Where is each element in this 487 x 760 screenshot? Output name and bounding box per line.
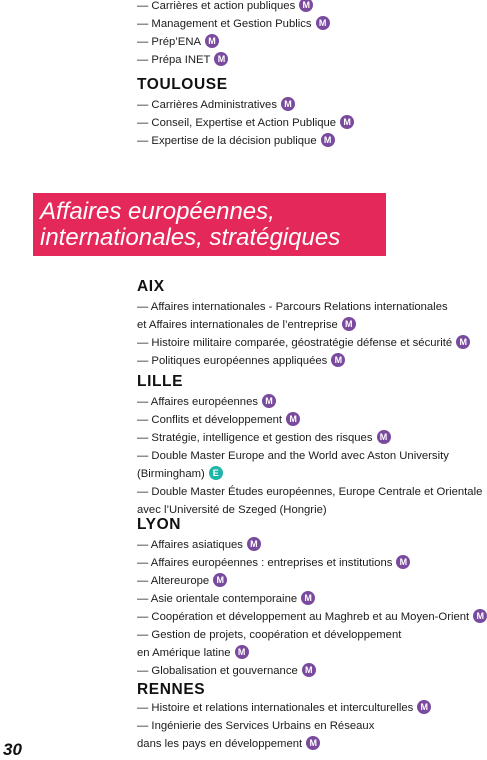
- list-item: [137, 96, 354, 114]
- item-text: — Politiques européennes appliquées: [137, 355, 328, 367]
- item-text: — Affaires asiatiques: [137, 539, 243, 551]
- item-text: — Carrières et action publiques: [137, 0, 296, 12]
- item-text: — Altereurope: [137, 575, 210, 587]
- city-heading-rennes: RENNES: [137, 681, 206, 698]
- badge-m-icon: M: [301, 591, 315, 605]
- lille-list: [137, 393, 482, 519]
- page-number: 30: [3, 740, 22, 759]
- list-item: [137, 298, 470, 334]
- item-text: — Coopération et développement au Maghreb et au Moyen-Orient: [137, 611, 470, 623]
- list-item: [137, 447, 482, 483]
- list-item: [137, 33, 330, 51]
- badge-m-icon: M: [213, 573, 227, 587]
- item-text: — Affaires européennes: [137, 396, 259, 408]
- item-text: — Prép’ENA: [137, 36, 202, 48]
- item-text: — Expertise de la décision publique: [137, 135, 317, 147]
- item-text-continued-label: dans les pays en développement: [137, 738, 303, 750]
- badge-m-icon: M: [286, 412, 300, 426]
- item-text-continued-label: avec l’Université de Szeged (Hongrie): [137, 504, 327, 516]
- item-text-continued: [137, 316, 470, 334]
- section-banner: [33, 193, 386, 256]
- item-text-continued: [137, 644, 487, 662]
- list-item: [137, 626, 487, 662]
- rennes-list: [137, 699, 431, 753]
- list-item: [137, 483, 482, 519]
- item-text: — Histoire militaire comparée, géostratégie défense et sécurité: [137, 337, 453, 349]
- item-text-continued: [137, 465, 482, 483]
- list-item: [137, 15, 330, 33]
- item-text: — Carrières Administratives: [137, 99, 277, 111]
- item-text: — Management et Gestion Publics: [137, 18, 312, 30]
- item-text: — Conseil, Expertise et Action Publique: [137, 117, 337, 129]
- list-item: [137, 51, 330, 69]
- aix-list: [137, 298, 470, 370]
- list-item: [137, 411, 482, 429]
- list-item: [137, 0, 330, 15]
- item-text-continued-label: (Birmingham): [137, 468, 205, 480]
- badge-m-icon: M: [377, 430, 391, 444]
- badge-m-icon: M: [205, 34, 219, 48]
- badge-m-icon: M: [340, 115, 354, 129]
- badge-m-icon: M: [331, 353, 345, 367]
- list-item: [137, 608, 487, 626]
- list-item: [137, 429, 482, 447]
- item-text: — Histoire et relations internationales et interculturelles: [137, 702, 414, 714]
- badge-m-icon: M: [235, 645, 249, 659]
- section-title-line-2: internationales, stratégiques: [40, 224, 341, 251]
- item-text: — Affaires européennes : entreprises et institutions: [137, 557, 393, 569]
- list-item: [137, 536, 487, 554]
- lyon-list: [137, 536, 487, 680]
- item-text: — Globalisation et gouvernance: [137, 665, 298, 677]
- badge-m-icon: M: [306, 736, 320, 750]
- list-item: [137, 114, 354, 132]
- item-text: — Conflits et développement: [137, 414, 283, 426]
- city-heading-lille: LILLE: [137, 373, 184, 390]
- list-item: [137, 590, 487, 608]
- badge-m-icon: M: [396, 555, 410, 569]
- item-text-continued-label: en Amérique latine: [137, 647, 231, 659]
- badge-m-icon: M: [299, 0, 313, 12]
- list-item: [137, 132, 354, 150]
- toulouse-list: [137, 96, 354, 150]
- city-heading-aix: AIX: [137, 278, 165, 295]
- badge-m-icon: M: [281, 97, 295, 111]
- item-text: — Prépa INET: [137, 54, 211, 66]
- badge-m-icon: M: [302, 663, 316, 677]
- list-item: [137, 572, 487, 590]
- item-text: — Stratégie, intelligence et gestion des risques: [137, 432, 373, 444]
- list-item: [137, 352, 470, 370]
- list-item: [137, 393, 482, 411]
- badge-e-icon: E: [209, 466, 223, 480]
- badge-m-icon: M: [214, 52, 228, 66]
- city-heading-toulouse: TOULOUSE: [137, 76, 228, 93]
- item-text-continued: [137, 501, 482, 519]
- item-text: — Double Master Études européennes, Europe Centrale et Orientale: [137, 486, 483, 498]
- badge-m-icon: M: [316, 16, 330, 30]
- city-heading-lyon: LYON: [137, 516, 182, 533]
- list-item: [137, 662, 487, 680]
- item-text-continued: [137, 735, 431, 753]
- item-text: — Double Master Europe and the World avec Aston University: [137, 450, 449, 462]
- item-text: — Asie orientale contemporaine: [137, 593, 298, 605]
- item-text-continued-label: et Affaires internationales de l’entreprise: [137, 319, 338, 331]
- item-text: — Affaires internationales - Parcours Relations internationales: [137, 301, 448, 313]
- list-item: [137, 554, 487, 572]
- list-item: [137, 334, 470, 352]
- badge-m-icon: M: [247, 537, 261, 551]
- list-item: [137, 717, 431, 753]
- list-item: [137, 699, 431, 717]
- badge-m-icon: M: [342, 317, 356, 331]
- badge-m-icon: M: [473, 609, 487, 623]
- item-text: — Gestion de projets, coopération et développement: [137, 629, 402, 641]
- section-title-line-1: Affaires européennes,: [40, 198, 275, 225]
- badge-m-icon: M: [321, 133, 335, 147]
- badge-m-icon: M: [262, 394, 276, 408]
- badge-m-icon: M: [417, 700, 431, 714]
- badge-m-icon: M: [456, 335, 470, 349]
- item-text: — Ingénierie des Services Urbains en Réseaux: [137, 720, 375, 732]
- top-list: [137, 0, 330, 69]
